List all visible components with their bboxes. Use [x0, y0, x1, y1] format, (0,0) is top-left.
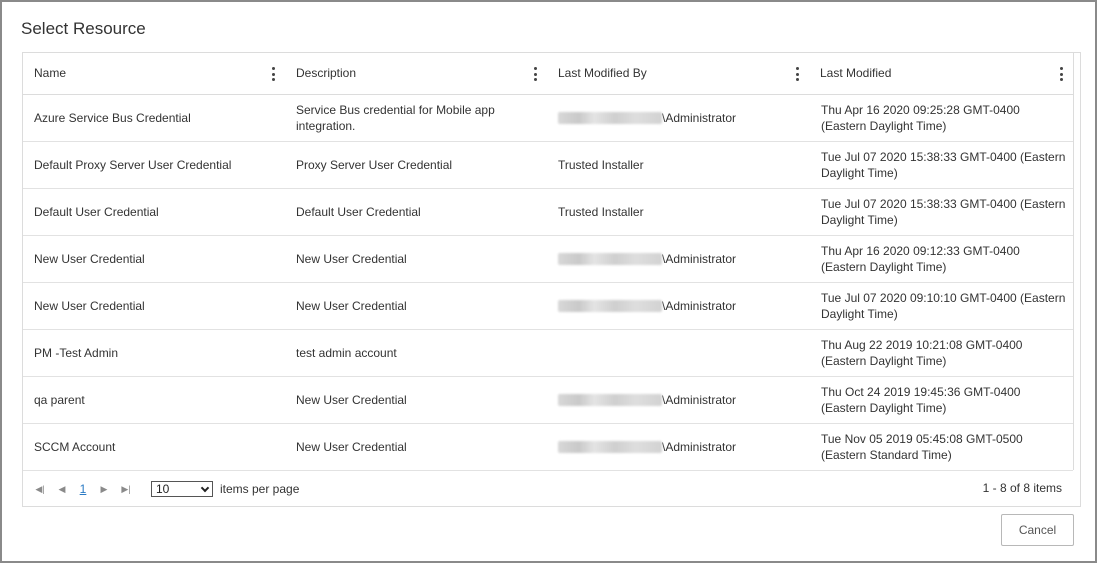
next-page-icon[interactable]: ▶ — [100, 483, 108, 494]
cell-last-modified: Tue Jul 07 2020 15:38:33 GMT-0400 (Eastern Daylight Time) — [821, 150, 1066, 180]
cell-last-modified-by — [547, 424, 809, 470]
table-row[interactable] — [23, 330, 1073, 377]
last-page-icon[interactable]: ▶| — [121, 483, 131, 494]
cell-name: New User Credential — [34, 299, 145, 313]
table-row[interactable] — [23, 283, 1073, 330]
column-header-label: Last Modified — [820, 66, 892, 80]
page-size-value: 10 — [156, 482, 170, 496]
cell-last-modified-by — [547, 330, 809, 376]
modified-by-text: \Administrator — [662, 111, 737, 125]
table-row[interactable] — [23, 142, 1073, 189]
redacted-domain — [558, 112, 662, 124]
column-header-label: Name — [34, 66, 67, 80]
table-row[interactable] — [23, 189, 1073, 236]
grid-header — [23, 53, 1073, 95]
scrollbar[interactable] — [1073, 53, 1080, 470]
cell-last-modified: Tue Jul 07 2020 09:10:10 GMT-0400 (Eastern Daylight Time) — [821, 291, 1066, 321]
cell-last-modified-by — [547, 377, 809, 423]
redacted-domain — [558, 441, 662, 453]
table-row[interactable] — [23, 95, 1073, 142]
cell-last-modified-by — [547, 95, 809, 141]
cell-name: Azure Service Bus Credential — [34, 111, 191, 125]
column-header-last-modified-by[interactable] — [547, 53, 809, 95]
modified-by-text: \Administrator — [662, 440, 737, 454]
prev-page-icon[interactable]: ◀ — [58, 483, 66, 494]
pager-info: 1 - 8 of 8 items — [982, 481, 1062, 495]
cell-last-modified: Thu Aug 22 2019 10:21:08 GMT-0400 (Eastern Daylight Time) — [821, 338, 1023, 368]
column-header-last-modified[interactable] — [809, 53, 1073, 95]
table-row[interactable] — [23, 377, 1073, 424]
cell-description: Default User Credential — [296, 205, 421, 219]
cell-last-modified-by — [547, 236, 809, 282]
cell-name: Default Proxy Server User Credential — [34, 158, 232, 172]
cell-last-modified: Tue Jul 07 2020 15:38:33 GMT-0400 (Eastern Daylight Time) — [821, 197, 1066, 227]
cell-name: SCCM Account — [34, 440, 116, 454]
column-menu-icon[interactable] — [1059, 67, 1063, 81]
column-menu-icon[interactable] — [795, 67, 799, 81]
cell-name: New User Credential — [34, 252, 145, 266]
cell-last-modified-by — [547, 142, 809, 188]
cell-description: New User Credential — [296, 299, 407, 313]
pager — [23, 471, 1080, 507]
column-header-label: Description — [296, 66, 357, 80]
column-header-name[interactable] — [23, 53, 285, 95]
items-per-page-label: items per page — [220, 482, 300, 496]
modified-by-text: Trusted Installer — [558, 205, 644, 219]
dialog-title: Select Resource — [21, 19, 146, 38]
modified-by-text: \Administrator — [662, 299, 737, 313]
cell-description: Service Bus credential for Mobile app integration. — [296, 103, 495, 133]
column-menu-icon[interactable] — [533, 67, 537, 81]
cell-name: qa parent — [34, 393, 85, 407]
cell-last-modified: Thu Oct 24 2019 19:45:36 GMT-0400 (Eastern Daylight Time) — [821, 385, 1021, 415]
cell-description: New User Credential — [296, 393, 407, 407]
resource-grid — [22, 52, 1081, 507]
cell-description: New User Credential — [296, 252, 407, 266]
modified-by-text: Trusted Installer — [558, 158, 644, 172]
grid-body — [23, 95, 1073, 471]
cell-name: Default User Credential — [34, 205, 159, 219]
cell-last-modified: Thu Apr 16 2020 09:12:33 GMT-0400 (Eastern Daylight Time) — [821, 244, 1020, 274]
modified-by-text: \Administrator — [662, 252, 737, 266]
redacted-domain — [558, 300, 662, 312]
cancel-button[interactable]: Cancel — [1001, 514, 1074, 546]
cell-last-modified: Tue Nov 05 2019 05:45:08 GMT-0500 (Eastern Standard Time) — [821, 432, 1023, 462]
table-row[interactable] — [23, 236, 1073, 283]
column-header-label: Last Modified By — [558, 66, 647, 80]
column-header-description[interactable] — [285, 53, 547, 95]
cell-description: New User Credential — [296, 440, 407, 454]
page-number-link[interactable]: 1 — [79, 482, 87, 496]
column-menu-icon[interactable] — [271, 67, 275, 81]
cell-last-modified-by — [547, 283, 809, 329]
cell-description: Proxy Server User Credential — [296, 158, 453, 172]
cell-description: test admin account — [296, 346, 397, 360]
chevron-down-icon — [201, 483, 209, 491]
redacted-domain — [558, 253, 662, 265]
cell-last-modified-by — [547, 189, 809, 235]
redacted-domain — [558, 394, 662, 406]
page-size-select[interactable] — [151, 481, 213, 497]
table-row[interactable] — [23, 424, 1073, 471]
first-page-icon[interactable]: ◀| — [35, 483, 45, 494]
cell-last-modified: Thu Apr 16 2020 09:25:28 GMT-0400 (Eastern Daylight Time) — [821, 103, 1020, 133]
modified-by-text: \Administrator — [662, 393, 737, 407]
cell-name: PM -Test Admin — [34, 346, 119, 360]
